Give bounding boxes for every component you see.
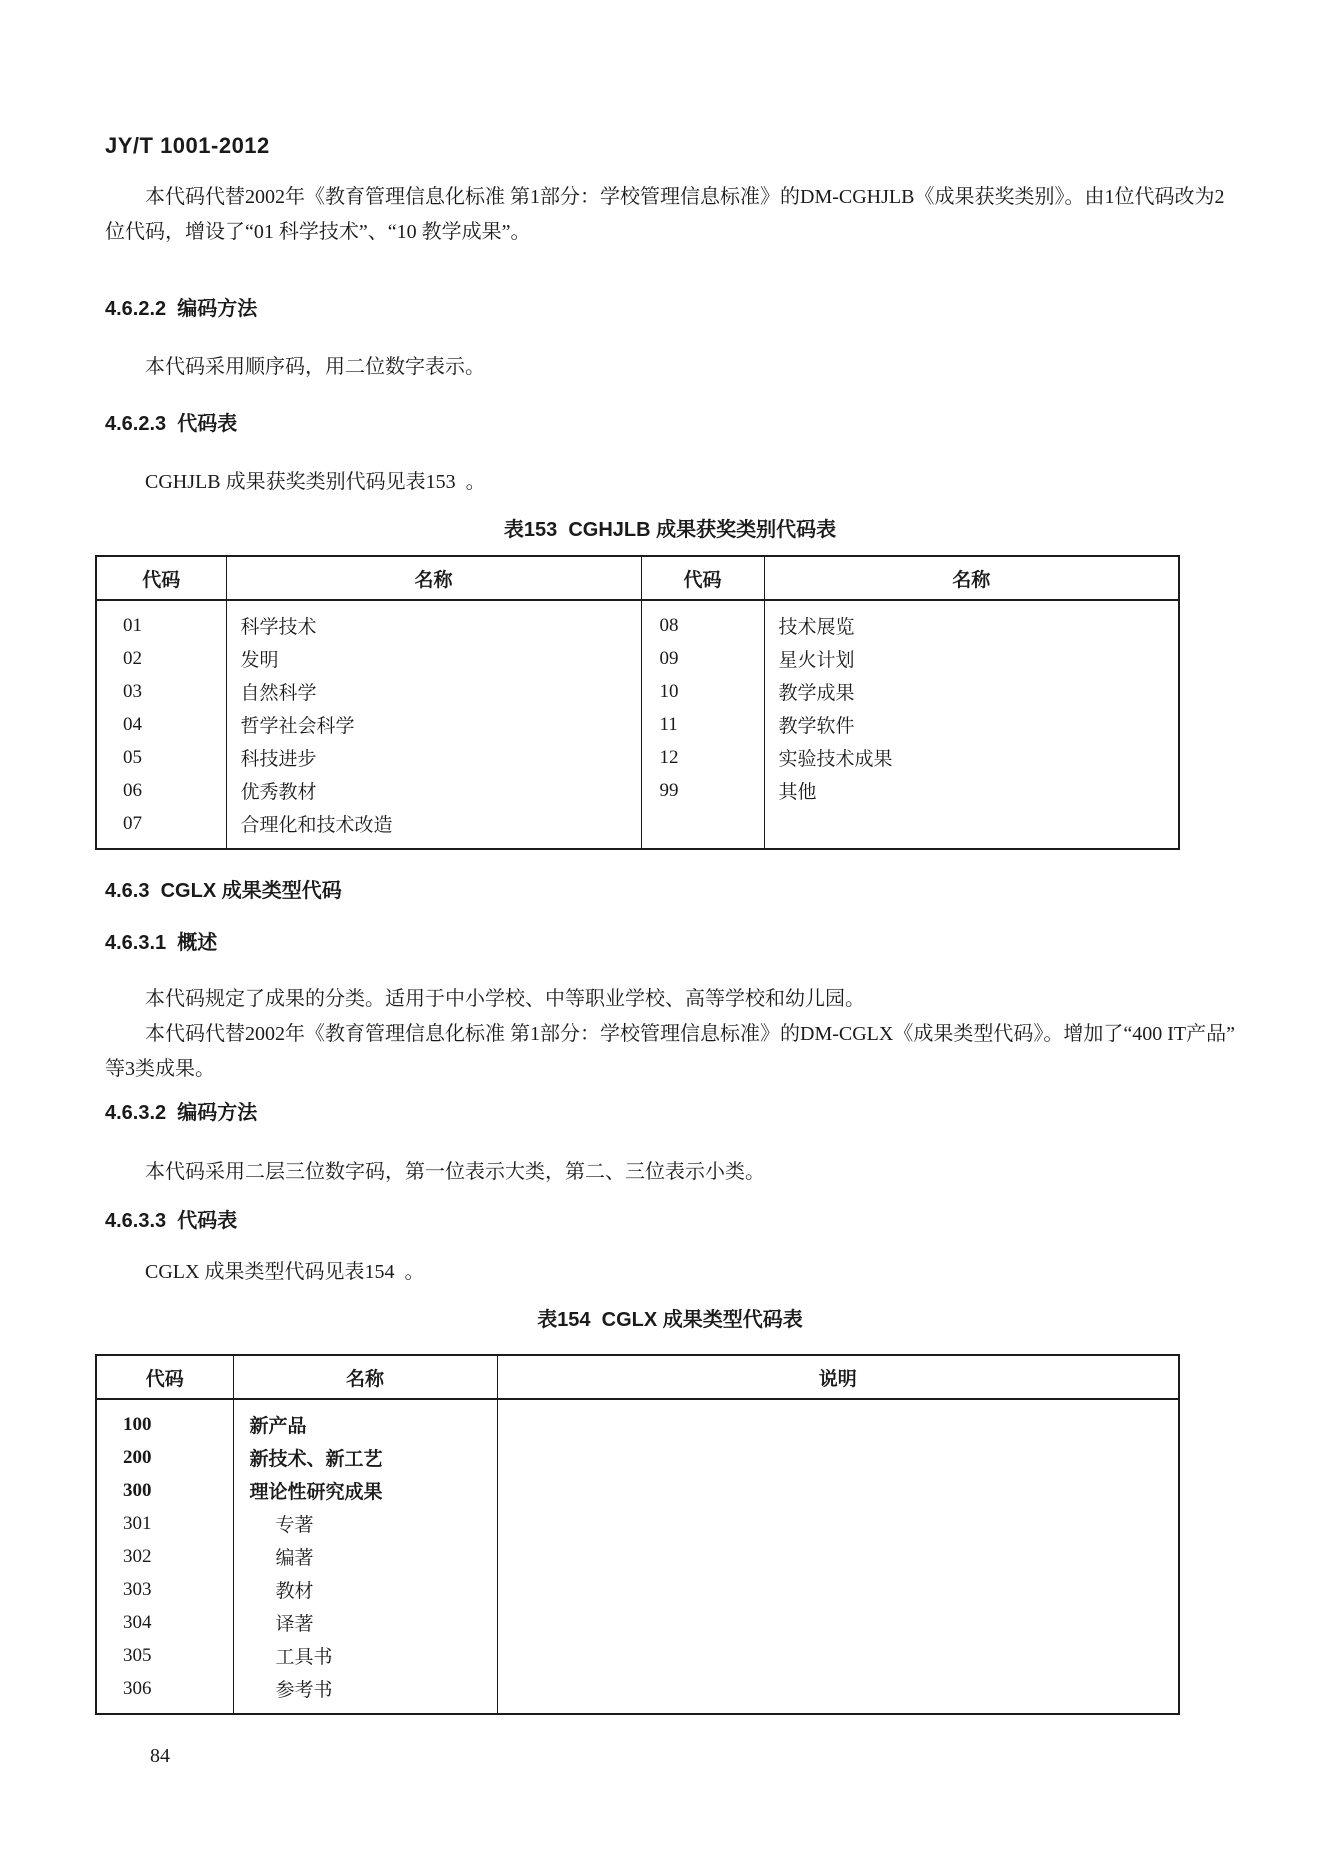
name-cell: 教学成果 [764, 675, 1179, 708]
description-cell [497, 1507, 1179, 1540]
heading-4-6-3-3: 4.6.3.3 代码表 [105, 1210, 238, 1232]
name-cell: 发明 [226, 642, 641, 675]
heading-4-6-3: 4.6.3 CGLX 成果类型代码 [105, 880, 342, 902]
table-row [96, 1639, 1179, 1672]
name-cell [764, 807, 1179, 849]
name-cell: 工具书 [233, 1639, 497, 1672]
name-cell: 编著 [233, 1540, 497, 1573]
description-cell [497, 1399, 1179, 1441]
name-cell: 实验技术成果 [764, 741, 1179, 774]
intro-paragraph: 本代码代替2002年《教育管理信息化标准 第1部分：学校管理信息标准》的DM-CGHJLB《成果获奖类别》。由1位代码改为2位代码，增设了“01 科学技术”、“10 教学成果”。 [105, 186, 1225, 243]
table-row [96, 642, 1179, 675]
table-row [96, 741, 1179, 774]
name-cell: 参考书 [233, 1672, 497, 1714]
paragraph-scope-cglx: 本代码规定了成果的分类。适用于中小学校、中等职业学校、高等学校和幼儿园。 [145, 988, 865, 1010]
paragraph-encoding-method-cghjlb: 本代码采用顺序码，用二位数字表示。 [145, 356, 485, 378]
table-row [96, 1672, 1179, 1714]
code-cell: 10 [641, 675, 764, 708]
name-cell: 技术展览 [764, 600, 1179, 642]
paragraph-see-table-153: CGHJLB 成果获奖类别代码见表153 。 [145, 471, 486, 493]
code-cell: 11 [641, 708, 764, 741]
table-154-caption: 表154 CGLX 成果类型代码表 [537, 1309, 803, 1331]
table-row [96, 807, 1179, 849]
column-header-name: 名称 [226, 556, 641, 600]
code-cell: 08 [641, 600, 764, 642]
description-cell [497, 1474, 1179, 1507]
name-cell: 教学软件 [764, 708, 1179, 741]
name-cell: 科技进步 [226, 741, 641, 774]
name-cell: 哲学社会科学 [226, 708, 641, 741]
code-cell: 100 [96, 1399, 233, 1441]
name-cell: 新技术、新工艺 [233, 1441, 497, 1474]
name-cell: 星火计划 [764, 642, 1179, 675]
table-row [96, 774, 1179, 807]
code-cell: 05 [96, 741, 226, 774]
name-cell: 合理化和技术改造 [226, 807, 641, 849]
name-cell: 理论性研究成果 [233, 1474, 497, 1507]
code-cell: 304 [96, 1606, 233, 1639]
name-cell: 其他 [764, 774, 1179, 807]
column-header-name: 名称 [233, 1355, 497, 1399]
table-153-header-row [96, 556, 1179, 600]
column-header-code: 代码 [641, 556, 764, 600]
name-cell: 教材 [233, 1573, 497, 1606]
code-cell: 99 [641, 774, 764, 807]
table-row [96, 1606, 1179, 1639]
description-cell [497, 1639, 1179, 1672]
name-cell: 译著 [233, 1606, 497, 1639]
name-cell: 优秀教材 [226, 774, 641, 807]
code-cell: 305 [96, 1639, 233, 1672]
paragraph-replace-cglx: 本代码代替2002年《教育管理信息化标准 第1部分：学校管理信息标准》的DM-CGLX《成果类型代码》。增加了“400 IT产品”等3类成果。 [105, 1023, 1235, 1080]
table-row [96, 1507, 1179, 1540]
table-row [96, 1441, 1179, 1474]
table-154 [95, 1354, 1180, 1715]
name-cell: 新产品 [233, 1399, 497, 1441]
table-row [96, 708, 1179, 741]
heading-4-6-3-1: 4.6.3.1 概述 [105, 932, 218, 954]
code-cell: 306 [96, 1672, 233, 1714]
code-cell: 300 [96, 1474, 233, 1507]
column-header-name: 名称 [764, 556, 1179, 600]
description-cell [497, 1540, 1179, 1573]
table-row [96, 600, 1179, 642]
code-cell: 03 [96, 675, 226, 708]
table-row [96, 675, 1179, 708]
table-row [96, 1474, 1179, 1507]
paragraph-see-table-154: CGLX 成果类型代码见表154 。 [145, 1261, 425, 1283]
code-cell: 09 [641, 642, 764, 675]
code-cell: 12 [641, 741, 764, 774]
column-header-code: 代码 [96, 1355, 233, 1399]
code-cell: 07 [96, 807, 226, 849]
name-cell: 专著 [233, 1507, 497, 1540]
code-cell: 301 [96, 1507, 233, 1540]
table-153 [95, 555, 1180, 850]
description-cell [497, 1573, 1179, 1606]
code-cell: 02 [96, 642, 226, 675]
table-153-caption: 表153 CGHJLB 成果获奖类别代码表 [503, 519, 837, 541]
description-cell [497, 1606, 1179, 1639]
column-header-code: 代码 [96, 556, 226, 600]
doc-code-header: JY/T 1001-2012 [105, 133, 270, 158]
name-cell: 自然科学 [226, 675, 641, 708]
paragraph-encoding-method-cglx: 本代码采用二层三位数字码，第一位表示大类，第二、三位表示小类。 [145, 1161, 765, 1183]
heading-4-6-2-3: 4.6.2.3 代码表 [105, 413, 238, 435]
name-cell: 科学技术 [226, 600, 641, 642]
table-row [96, 1399, 1179, 1441]
description-cell [497, 1441, 1179, 1474]
table-row [96, 1573, 1179, 1606]
heading-4-6-3-2: 4.6.3.2 编码方法 [105, 1102, 258, 1124]
heading-4-6-2-2: 4.6.2.2 编码方法 [105, 298, 258, 320]
description-cell [497, 1672, 1179, 1714]
column-header-description: 说明 [497, 1355, 1179, 1399]
code-cell: 302 [96, 1540, 233, 1573]
table-154-header-row [96, 1355, 1179, 1399]
code-cell [641, 807, 764, 849]
table-row [96, 1540, 1179, 1573]
code-cell: 303 [96, 1573, 233, 1606]
code-cell: 04 [96, 708, 226, 741]
code-cell: 06 [96, 774, 226, 807]
code-cell: 200 [96, 1441, 233, 1474]
page-number: 84 [150, 1745, 170, 1767]
code-cell: 01 [96, 600, 226, 642]
